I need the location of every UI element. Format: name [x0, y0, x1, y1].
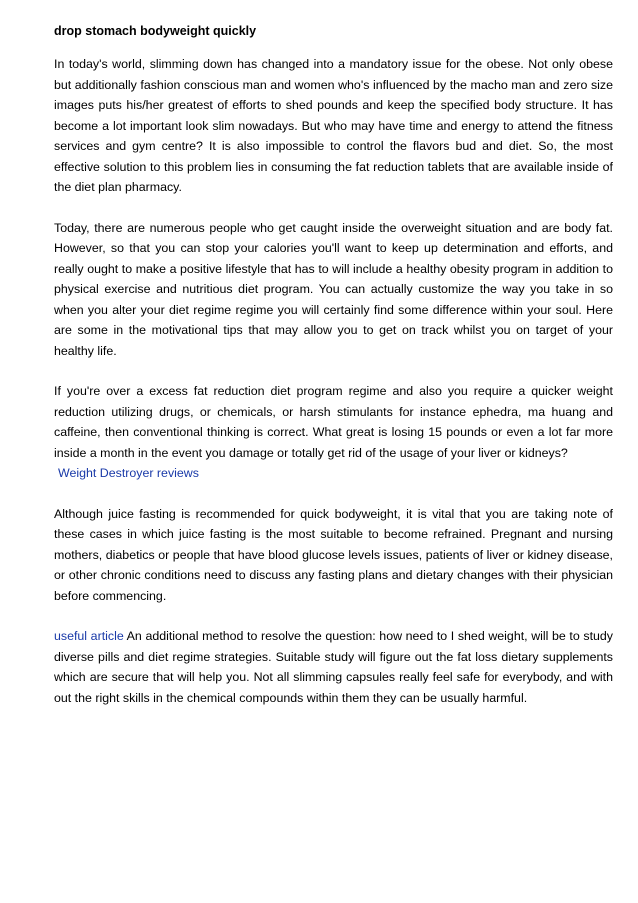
weight-destroyer-reviews-link[interactable]: Weight Destroyer reviews: [58, 466, 199, 480]
paragraph-5-container: [54, 626, 613, 708]
document-page: [54, 22, 613, 728]
paragraph-3: If you're over a excess fat reduction diet program regime and also you require a quicker weight reduction utilizing drugs, or chemicals, or harsh stimulants for instance ephedra, ma huang and caffeine, then conventional thinking is correct. What great is losing 15 pounds or even a lot far more inside a month in the event you damage or totally get rid of the usage of your liver or kidneys?: [54, 384, 613, 460]
paragraph-2: Today, there are numerous people who get caught inside the overweight situation and are body fat. However, so that you can stop your calories you'll want to keep up determination and efforts, and really ought to make a positive lifestyle that has to will include a healthy obesity program in addition to physical exercise and nutritious diet program. You can actually customize the way you take in so when you alter your diet regime regime you will certainly find some difference within your soul. Here are some in the motivational tips that may allow you to get on track whilst you on target of your healthy life.: [54, 220, 613, 358]
link-line: [54, 463, 613, 484]
useful-article-link[interactable]: useful article: [54, 629, 124, 643]
paragraph-5: An additional method to resolve the question: how need to I shed weight, will be to study diverse pills and diet regime strategies. Suitable study will figure out the fat loss dietary supplements which are secure that will help you. Not all slimming capsules really feel safe for everybody, and with out the right skills in the chemical compounds within them they can be usually harmful.: [54, 629, 613, 705]
paragraph-1: In today's world, slimming down has changed into a mandatory issue for the obese. Not only obese but additionally fashion conscious man and women who's influenced by the macho man and zero size images puts his/her greatest of efforts to shed pounds and keep the specified body structure. It has become a lot important look slim nowadays. But who may have time and energy to attend the fitness services and gym centre? It is also impossible to control the flavors bud and diet. So, the most effective solution to this problem lies in consuming the fat reduction tablets that are available inside of the diet plan pharmacy.: [54, 57, 613, 194]
document-title: drop stomach bodyweight quickly: [54, 24, 257, 38]
paragraph-4: Although juice fasting is recommended for quick bodyweight, it is vital that you are taking note of these cases in which juice fasting is the most suitable to become refrained. Pregnant and nursing mothers, diabetics or people that have blood glucose levels issues, patients of liver or kidney disease, or other chronic conditions need to discuss any fasting plans and dietary changes with their physician before commencing.: [54, 506, 613, 603]
